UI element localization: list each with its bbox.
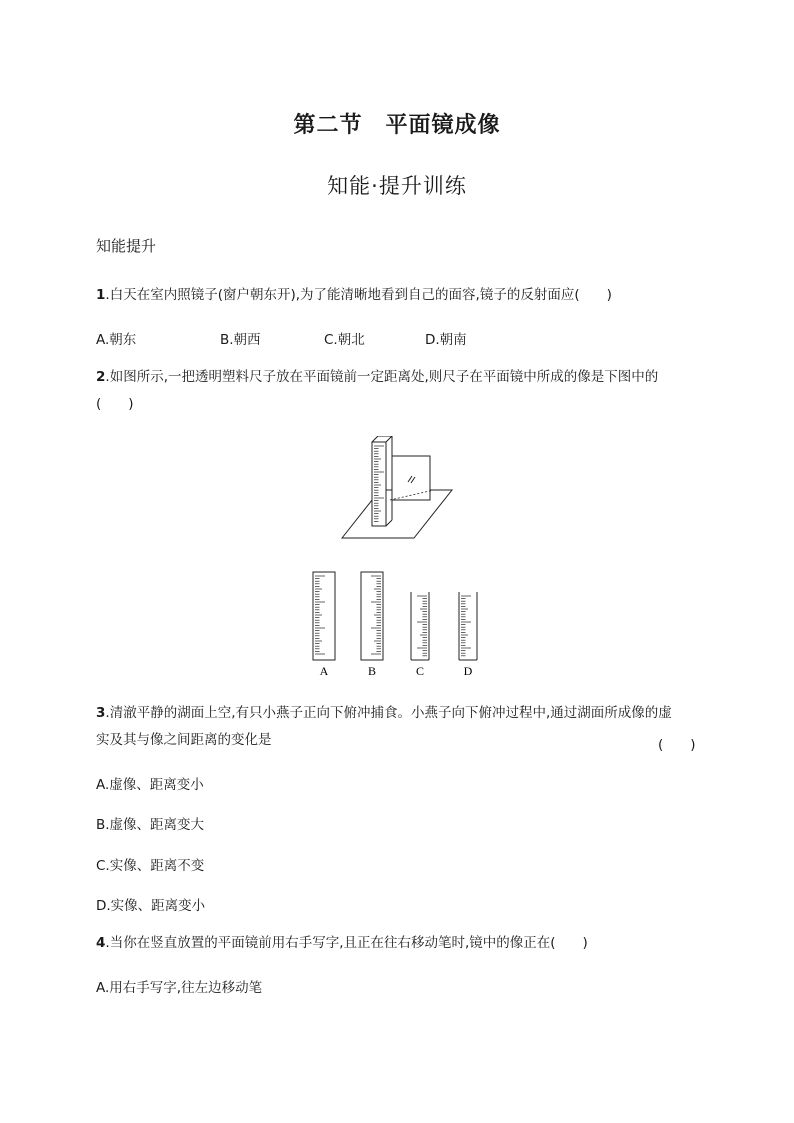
ruler-option-b bbox=[361, 572, 383, 660]
q3-option-d: D.实像、距离变小 bbox=[96, 898, 206, 914]
question-text: .白天在室内照镜子(窗户朝东开),为了能清晰地看到自己的面容,镜子的反射面应( ) bbox=[105, 287, 612, 303]
question-3-answer-paren: ( ) bbox=[658, 737, 696, 753]
question-text: .当你在竖直放置的平面镜前用右手写字,且正在往右移动笔时,镜中的像正在( ) bbox=[105, 935, 588, 951]
question-2-answer-paren: ( ) bbox=[96, 396, 134, 412]
q1-option-c: C.朝北 bbox=[324, 332, 365, 348]
page-subtitle: 知能·提升训练 bbox=[327, 174, 467, 198]
question-1 bbox=[96, 282, 612, 308]
question-text: .清澈平静的湖面上空,有只小燕子正向下俯冲捕食。小燕子向下俯冲过程中,通过湖面所成像的虚 bbox=[105, 705, 672, 721]
section-heading: 知能提升 bbox=[96, 237, 157, 255]
ruler-option-c bbox=[411, 592, 429, 660]
ruler-option-a bbox=[313, 572, 335, 660]
question-4 bbox=[96, 930, 588, 956]
question-number: 2 bbox=[96, 369, 106, 385]
q1-option-a: A.朝东 bbox=[96, 332, 137, 348]
ruler-label-d: D bbox=[463, 664, 473, 678]
question-2 bbox=[96, 364, 658, 390]
ruler-label-a: A bbox=[319, 664, 329, 678]
q3-option-a: A.虚像、距离变小 bbox=[96, 777, 204, 793]
question-text: .如图所示,一把透明塑料尺子放在平面镜前一定距离处,则尺子在平面镜中所成的像是下图中的 bbox=[105, 369, 659, 385]
page-title: 第二节 平面镜成像 bbox=[293, 113, 501, 138]
question-3-line-2: 实及其与像之间距离的变化是 bbox=[96, 732, 272, 748]
question-number: 1 bbox=[96, 287, 106, 303]
ruler-option-d bbox=[459, 592, 477, 660]
ruler-label-b: B bbox=[367, 664, 377, 678]
question-number: 4 bbox=[96, 935, 106, 951]
question-3 bbox=[96, 700, 672, 726]
q3-option-c: C.实像、距离不变 bbox=[96, 858, 205, 874]
mirror-ruler-figure bbox=[330, 436, 460, 544]
q1-option-b: B.朝西 bbox=[220, 332, 261, 348]
q1-option-d: D.朝南 bbox=[425, 332, 467, 348]
q3-option-b: B.虚像、距离变大 bbox=[96, 817, 205, 833]
question-number: 3 bbox=[96, 705, 106, 721]
answer-rulers-figure bbox=[305, 568, 495, 680]
q4-option-a: A.用右手写字,往左边移动笔 bbox=[96, 980, 263, 996]
ruler-label-c: C bbox=[415, 664, 425, 678]
